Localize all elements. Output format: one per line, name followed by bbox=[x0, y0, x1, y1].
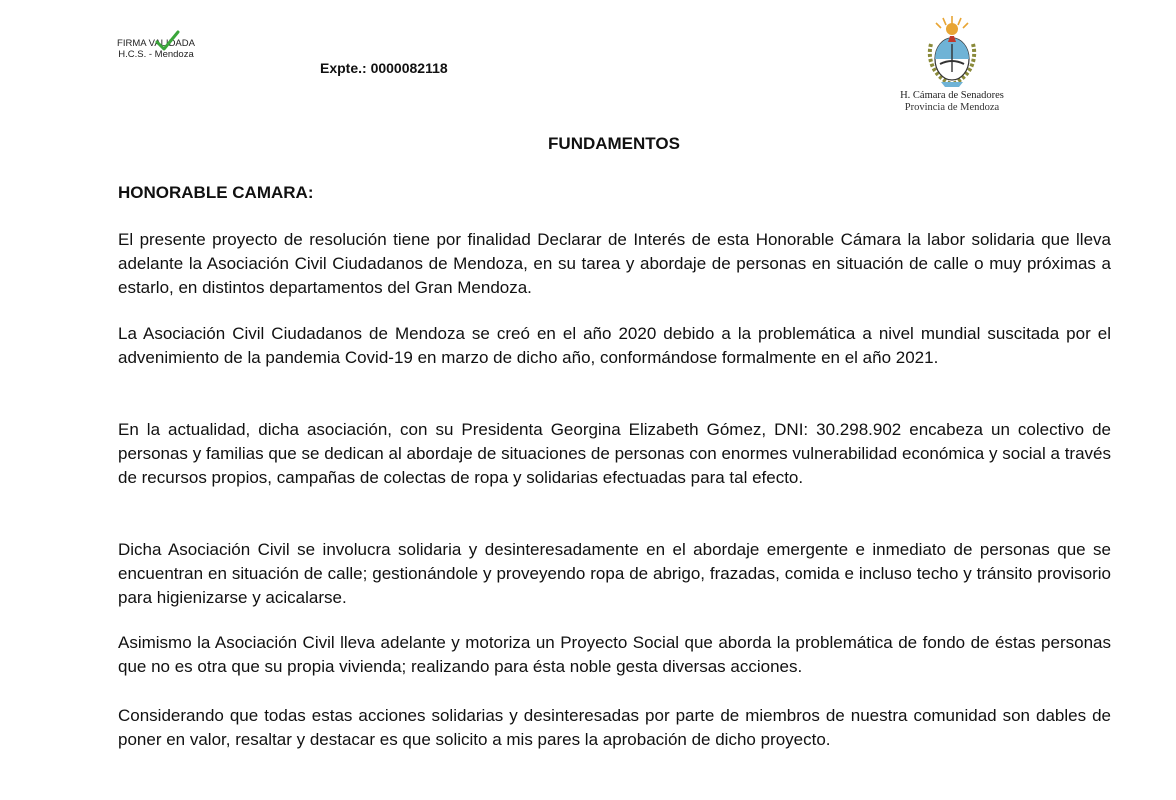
province-name: Provincia de Mendoza bbox=[904, 102, 1000, 113]
institution-name: H. Cámara de Senadores bbox=[900, 90, 1004, 101]
senate-header bbox=[884, 14, 1020, 114]
checkmark-icon bbox=[154, 30, 180, 52]
paragraph-6: Considerando que todas estas acciones solidarias y desinteresadas por parte de miembros de nuestra comunidad son dables de poner en valor, resaltar y destacar es que solicito a mis pares la aprobación de dicho proyecto. bbox=[118, 706, 1111, 749]
expediente-number: Expte.: 0000082118 bbox=[320, 60, 448, 76]
coat-of-arms-icon bbox=[921, 14, 983, 90]
salutation: HONORABLE CAMARA: bbox=[118, 183, 314, 202]
paragraph-4: Dicha Asociación Civil se involucra solidaria y desinteresadamente en el abordaje emergente e inmediato de personas que se encuentran en situación de calle; gestionándole y proveyendo ropa de abrigo, frazadas, comida e incluso techo y tránsito provisorio para higienizarse y acicalarse. bbox=[118, 540, 1111, 607]
paragraph-5: Asimismo la Asociación Civil lleva adelante y motoriza un Proyecto Social que aborda la problemática de fondo de éstas personas que no es otra que su propia vivienda; realizando para ésta noble gesta diversas acciones. bbox=[118, 633, 1111, 676]
paragraph-2: La Asociación Civil Ciudadanos de Mendoza se creó en el año 2020 debido a la problemática a nivel mundial suscitada por el advenimiento de la pandemia Covid-19 en marzo de dicho año, conformándose formalmente en el año 2021. bbox=[118, 324, 1111, 367]
paragraph-1: El presente proyecto de resolución tiene por finalidad Declarar de Interés de esta Honorable Cámara la labor solidaria que lleva adelante la Asociación Civil Ciudadanos de Mendoza, en su tarea y abordaje de personas en situación de calle o muy próximas a estarlo, en distintos departamentos del Gran Mendoza. bbox=[118, 230, 1111, 297]
stamp-line-1: FIRMA VALIDADA bbox=[117, 38, 195, 49]
stamp-line-2: H.C.S. - Mendoza bbox=[118, 49, 194, 60]
document-heading: FUNDAMENTOS bbox=[548, 134, 680, 153]
validation-stamp bbox=[106, 38, 206, 60]
paragraph-3: En la actualidad, dicha asociación, con su Presidenta Georgina Elizabeth Gómez, DNI: 30.298.902 encabeza un colectivo de personas y familias que se dedican al abordaje de situaciones de personas con enormes vulnerabilidad económica y social a través de recursos propios, campañas de colectas de ropa y solidarias efectuadas para tal efecto. bbox=[118, 420, 1111, 487]
